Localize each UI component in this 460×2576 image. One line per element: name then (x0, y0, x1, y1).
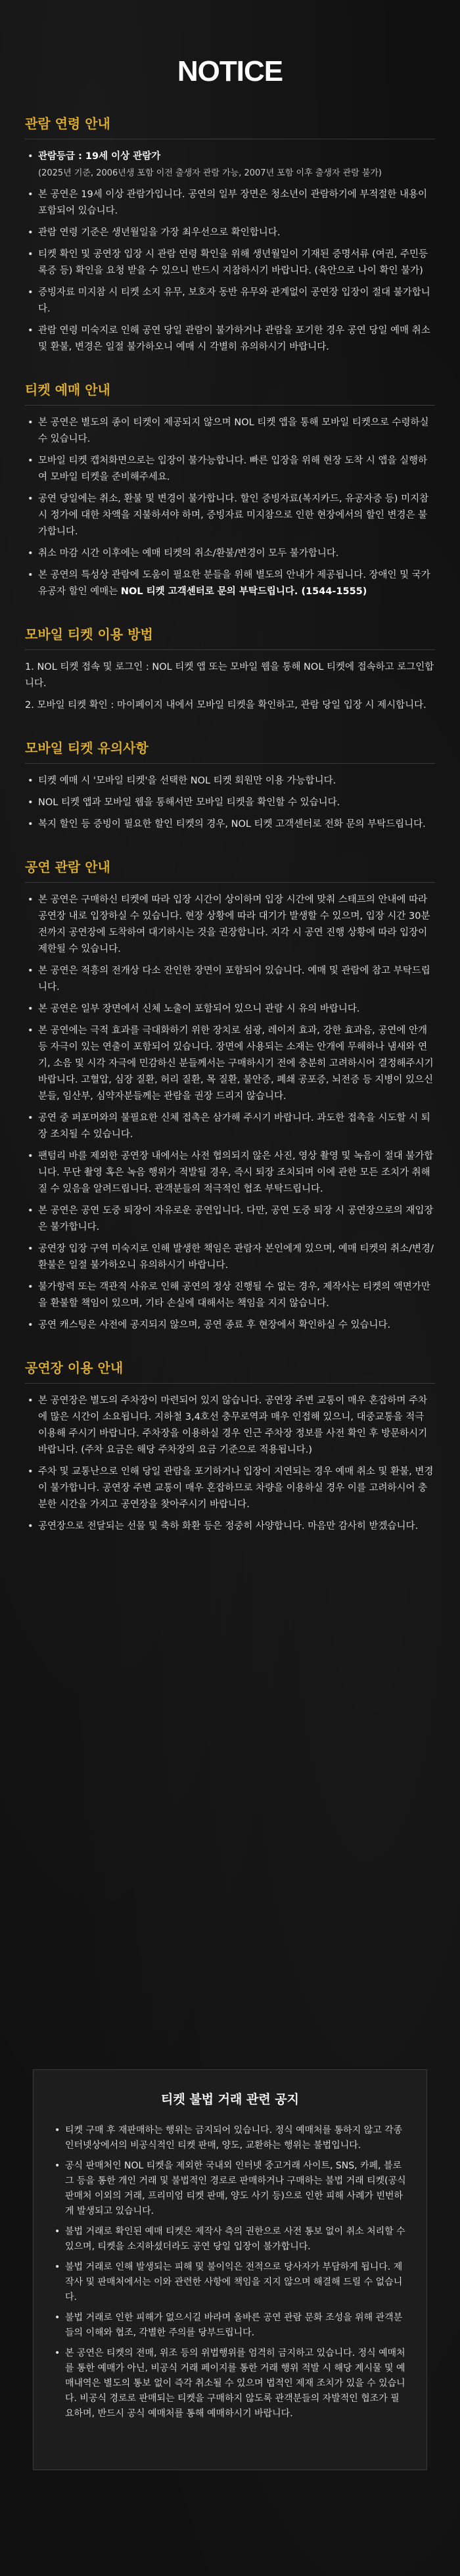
section-mobile-usage (25, 624, 435, 714)
notice-box-heading: 티켓 불법 거래 관련 공지 (161, 2092, 299, 2107)
section-heading: 티켓 예매 안내 (25, 379, 435, 406)
list-item: • 주차 및 교통난으로 인해 당일 관람을 포기하거나 입장이 지연되는 경우 예매 취소 및 환불, 변경이 불가합니다. 공연장 주변 교통이 매우 혼잡하므로 차량을 이용하실 경우 이를 고려하시어 충분한 시간을 가지고 공연장을 찾아주시기 바랍니다. (25, 1464, 435, 1513)
section-viewing (25, 856, 435, 1334)
list-item: • 공식 판매처인 NOL 티켓을 제외한 국내외 인터넷 중고거래 사이트, SNS, 카페, 블로그 등을 통한 개인 거래 및 불법적인 경로로 판매하거나 구매하는 불법 거래 티켓(공식 판매처 이외의 거래, 프리미엄 티켓 판매, 양도 사기 등)으로 인한 피해 사례가 빈번하게 발생되고 있습니다. (52, 2159, 408, 2219)
list-item: • 복지 할인 등 증빙이 필요한 할인 티켓의 경우, NOL 티켓 고객센터로 전화 문의 부탁드립니다. (25, 816, 435, 833)
list-item: • 공연장으로 전달되는 선물 및 축하 화환 등은 정중히 사양합니다. 마음만 감사히 받겠습니다. (25, 1518, 435, 1535)
list-item: • 모바일 티켓 캡처화면으로는 입장이 불가능합니다. 빠른 입장을 위해 현장 도착 시 앱을 실행하여 모바일 티켓을 준비해주세요. (25, 453, 435, 486)
list-item (25, 149, 435, 181)
list-item: • 본 공연은 구매하신 티켓에 따라 입장 시간이 상이하며 입장 시간에 맞춰 스태프의 안내에 따라 공연장 내로 입장하실 수 있습니다. 현장 상황에 따라 대기가 발생할 수 있으며, 입장 시간 30분 전까지 공연장에 도착하여 대기하시는 것을 권장합니다. 지각 시 공연 진행 상황에 따라 입장이 제한될 수 있습니다. (25, 892, 435, 958)
list-item: • 불법 거래로 인해 발생되는 피해 및 불이익은 전적으로 당사자가 부담하게 됩니다. 제작사 및 판매처에서는 이와 관련한 사항에 책임을 지지 않으며 해결해 드릴 수 없습니다. (52, 2260, 408, 2305)
customer-center-text: NOL 티켓 고객센터로 문의 부탁드립니다. (1544-1555) (120, 586, 367, 597)
section-mobile-caution (25, 738, 435, 833)
rating-text: 관람등급 : 19세 이상 관람가 (38, 151, 161, 162)
list-item: • 공연 캐스팅은 사전에 공지되지 않으며, 공연 종료 후 현장에서 확인하실 수 있습니다. (25, 1317, 435, 1334)
section-heading: 모바일 티켓 이용 방법 (25, 624, 435, 650)
list-item: • 공연 당일에는 취소, 환불 및 변경이 불가합니다. 할인 증빙자료(복지카드, 유공자증 등) 미지참 시 정가에 대한 차액을 지불하셔야 하며, 증빙자료 미지참으로 인한 현장에서의 할인 변경은 불가합니다. (25, 491, 435, 540)
section-ticket (25, 379, 435, 600)
list-item: • 본 공연은 적흥의 전개상 다소 잔인한 장면이 포함되어 있습니다. 예매 및 관람에 참고 부탁드립니다. (25, 963, 435, 996)
step-item: 1. NOL 티켓 접속 및 로그인 : NOL 티켓 앱 또는 모바일 웹을 통해 NOL 티켓에 접속하고 로그인합니다. (25, 662, 434, 689)
section-heading: 모바일 티켓 유의사항 (25, 738, 435, 764)
list-item: • 불법 거래로 인한 피해가 없으시길 바라며 올바른 공연 관람 문화 조성을 위해 관객분들의 이해와 협조, 각별한 주의를 당부드립니다. (52, 2310, 408, 2341)
list-item: • 본 공연에는 극적 효과를 극대화하기 위한 장치로 섬광, 레이저 효과, 강한 효과음, 공연에 안개 등 자극이 있는 연출이 포함되어 있습니다. 장면에 사용되는 소재는 안개에 무해하나 냄새와 연기, 소음 및 시각 자극에 민감하신 분들께서는 구매하시기 전에 충분히 고려하시어 결정해주시기 바랍니다. 고혈압, 심장 질환, 허리 질환, 목 질환, 불안증, 폐쇄 공포증, 뇌전증 등 지병이 있으신 분들, 임산부, 심약자분들께는 관람을 권장 드리지 않습니다. (25, 1023, 435, 1105)
list-item: • 본 공연은 티켓의 전매, 위조 등의 위법행위를 엄격히 금지하고 있습니다. 정식 예매처를 통한 예매가 아닌, 비공식 거래 페이지를 통한 거래 행위 적발 시 해당 계시물 및 예매내역은 별도의 통보 없이 즉각 취소될 수 있으며 법적인 제재 조치가 있을 수 있습니다. 비공식 경로로 판매되는 티켓을 구매하지 않도록 관객분들의 자발적인 협조가 필요하며, 반드시 공식 예매처를 통해 예매하시기 바랍니다. (52, 2346, 408, 2422)
list-item: • 본 공연은 일부 장면에서 신체 노출이 포함되어 있으니 관람 시 유의 바랍니다. (25, 1001, 435, 1018)
list-item: • 증빙자료 미지참 시 티켓 소지 유무, 보호자 동반 유무와 관계없이 공연장 입장이 절대 불가합니다. (25, 285, 435, 317)
list-item: • 본 공연장은 별도의 주차장이 마련되어 있지 않습니다. 공연장 주변 교통이 매우 혼잡하며 주차에 많은 시간이 소요됩니다. 지하철 3,4호선 충무로역과 매우 인접해 있으니, 대중교통을 적극 이용해 주시기 바랍니다. 주차장을 이용하실 경우 인근 주차장 정보를 사전 확인 후 방문하시기 바랍니다. (주차 요금은 해당 주차장의 요금 기준으로 적용됩니다.) (25, 1393, 435, 1459)
section-heading: 공연 관람 안내 (25, 856, 435, 883)
notice-content (25, 113, 435, 1558)
page-title: NOTICE (177, 55, 283, 87)
list-item: • 공연장 입장 구역 미숙지로 인해 발생한 책임은 관람자 본인에게 있으며, 예매 티켓의 취소/변경/환불은 일절 불가하오니 유의하시기 바랍니다. (25, 1241, 435, 1274)
illegal-trade-notice-box (33, 2069, 427, 2470)
list-item: • 관람 연령 기준은 생년월일을 가장 최우선으로 확인합니다. (25, 225, 435, 241)
list-item: • NOL 티켓 앱과 모바일 웹을 통해서만 모바일 티켓을 확인할 수 있습니다. (25, 795, 435, 811)
list-item: • 본 공연은 별도의 종이 티켓이 제공되지 않으며 NOL 티켓 앱을 통해 모바일 티켓으로 수령하실 수 있습니다. (25, 415, 435, 448)
list-item-text: 본 공연의 특성상 관람에 도움이 필요한 분들을 위해 별도의 안내가 제공됩니다. 장애인 및 국가유공자 할인 예매는 (38, 570, 430, 597)
list-item: • 티켓 확인 및 공연장 입장 시 관람 연령 확인을 위해 생년월일이 기재된 증명서류 (여권, 주민등록증 등) 확인을 요청 받을 수 있으니 반드시 지참하시기 바랍니다. (육안으로 나이 확인 불가) (25, 246, 435, 279)
list-item: • 취소 마감 시간 이후에는 예매 티켓의 취소/환불/변경이 모두 불가합니다. (25, 546, 435, 562)
list-item: • 공연 중 퍼포머와의 불필요한 신체 접촉은 삼가해 주시기 바랍니다. 과도한 접촉을 시도할 시 퇴장 조치될 수 있습니다. (25, 1110, 435, 1143)
list-item: • 본 공연은 공연 도중 퇴장이 자유로운 공연입니다. 다만, 공연 도중 퇴장 시 공연장으로의 재입장은 불가합니다. (25, 1203, 435, 1236)
list-item: • 팬텀리 바를 제외한 공연장 내에서는 사전 협의되지 않은 사진, 영상 촬영 및 녹음이 절대 불가합니다. 무단 촬영 혹은 녹음 행위가 적발될 경우, 즉시 퇴장 조치되며 이에 관한 모든 조치가 취해질 수 있음을 알려드립니다. 관객분들의 적극적인 협조 부탁드립니다. (25, 1148, 435, 1198)
section-heading: 공연장 이용 안내 (25, 1357, 435, 1384)
list-item: • 관람 연령 미숙지로 인해 공연 당일 관람이 불가하거나 관람을 포기한 경우 공연 당일 예매 취소 및 환불, 변경은 일절 불가하오니 예매 시 각별히 유의하시기 바랍니다. (25, 323, 435, 356)
list-item (25, 567, 435, 600)
list-item: • 불가항력 또는 객관적 사유로 인해 공연의 정상 진행될 수 없는 경우, 제작사는 티켓의 액면가만을 환불할 책임이 있으며, 기타 손실에 대해서는 책임을 지지 않습니다. (25, 1279, 435, 1312)
list-item: • 본 공연은 19세 이상 관람가입니다. 공연의 일부 장면은 청소년이 관람하기에 부적절한 내용이 포함되어 있습니다. (25, 187, 435, 220)
section-venue (25, 1357, 435, 1535)
section-age (25, 113, 435, 356)
step-item: 2. 모바일 티켓 확인 : 마이페이지 내에서 모바일 티켓을 확인하고, 관람 당일 입장 시 제시합니다. (25, 700, 426, 711)
list-item: • 티켓 예매 시 '모바일 티켓'을 선택한 NOL 티켓 회원만 이용 가능합니다. (25, 773, 435, 789)
section-heading: 관람 연령 안내 (25, 113, 435, 139)
rating-sub: (2025년 기준, 2006년생 포함 이전 출생자 관람 가능, 2007년 포함 이후 출생자 관람 불가) (38, 168, 382, 178)
list-item: • 티켓 구매 후 재판매하는 행위는 금지되어 있습니다. 정식 예매처를 통하지 않고 각종 인터넷상에서의 비공식적인 티켓 판매, 양도, 교환하는 행위는 불법입니다. (52, 2123, 408, 2153)
list-item: • 불법 거래로 확인된 예매 티켓은 제작사 측의 권한으로 사전 통보 없이 취소 처리할 수 있으며, 티켓을 소지하셨더라도 공연 당일 입장이 불가합니다. (52, 2224, 408, 2255)
